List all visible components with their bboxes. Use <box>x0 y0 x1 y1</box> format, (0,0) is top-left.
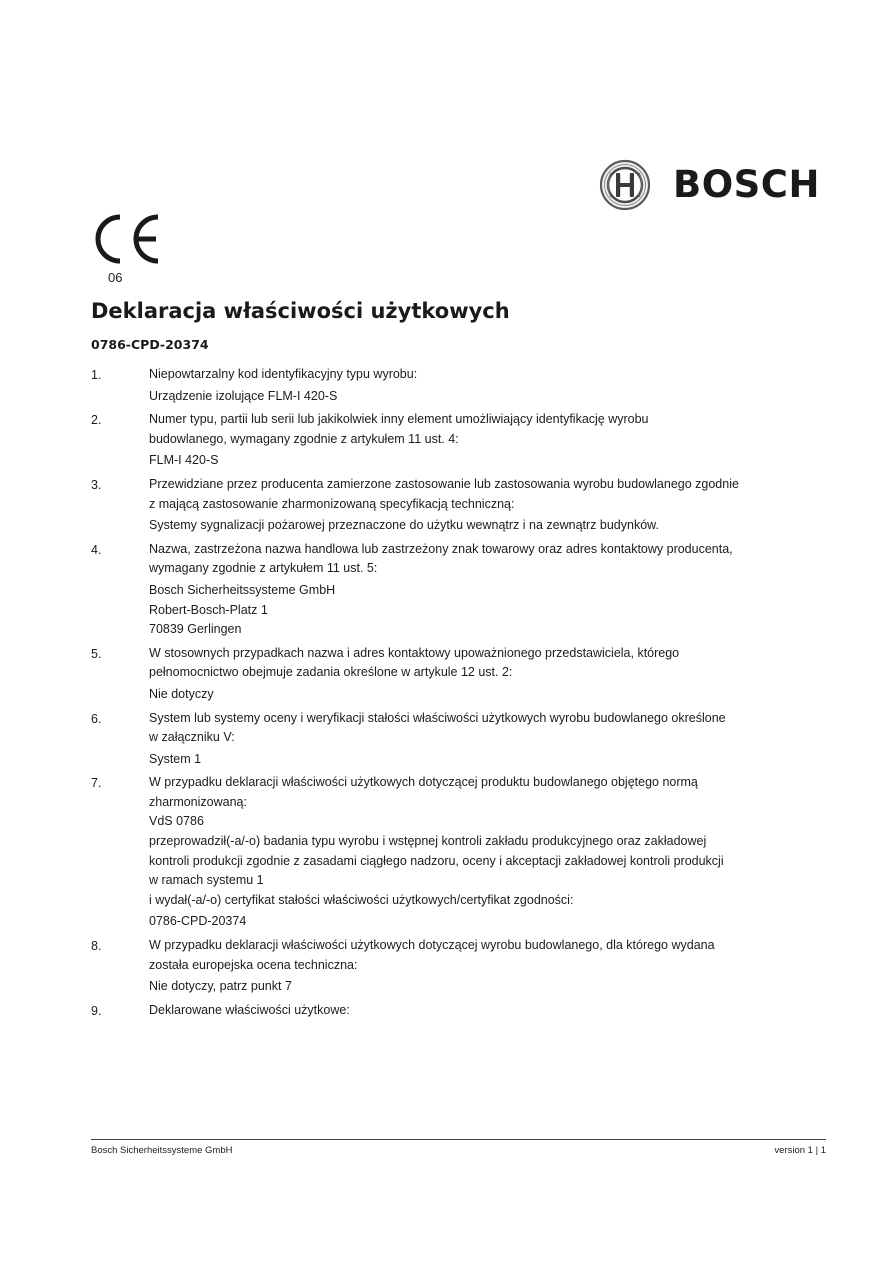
footer-company: Bosch Sicherheitssysteme GmbH <box>91 1145 233 1156</box>
question-line: przeprowadził(-a/-o) badania typu wyrobu i wstępnej kontroli zakładu produkcyjnego oraz zakładowej <box>149 834 707 849</box>
item-number: 2. <box>91 413 102 428</box>
item-question <box>149 365 831 385</box>
question-line: Niepowtarzalny kod identyfikacyjny typu wyrobu: <box>149 367 418 381</box>
item-answer <box>149 750 831 770</box>
question-line: kontroli produkcji zgodnie z zasadami ciągłego nadzoru, oceny i akceptacji zakładowej kontroli produkcji <box>149 853 724 868</box>
answer-line: Nie dotyczy <box>149 686 214 701</box>
list-item <box>91 475 831 536</box>
question-line: System lub systemy oceny i weryfikacji stałości właściwości użytkowych wyrobu budowlanego określone <box>149 710 726 725</box>
question-line: w ramach systemu 1 <box>149 873 264 888</box>
item-answer <box>149 516 831 536</box>
bosch-logo <box>599 159 820 211</box>
list-item <box>91 540 831 640</box>
answer-line: Nie dotyczy, patrz punkt 7 <box>149 979 292 994</box>
bosch-armature-icon <box>599 159 651 211</box>
brand-name: BOSCH <box>673 163 820 206</box>
item-question <box>149 709 831 748</box>
document-code: 0786-CPD-20374 <box>91 337 209 352</box>
item-answer <box>149 451 831 471</box>
item-answer <box>149 977 831 997</box>
answer-line: Bosch Sicherheitssysteme GmbH <box>149 582 336 597</box>
item-number: 3. <box>91 477 102 492</box>
item-question <box>149 773 831 910</box>
question-line: W przypadku deklaracji właściwości użytkowych dotyczącej wyrobu budowlanego, dla którego wydana <box>149 938 715 953</box>
question-line: zharmonizowaną: <box>149 794 247 809</box>
declaration-items <box>91 365 831 1024</box>
list-item <box>91 1001 831 1021</box>
question-line: VdS 0786 <box>149 814 204 829</box>
answer-line: System 1 <box>149 751 202 766</box>
answer-line: FLM-I 420-S <box>149 453 219 468</box>
ce-mark-icon <box>90 213 162 265</box>
question-line: Nazwa, zastrzeżona nazwa handlowa lub zastrzeżony znak towarowy oraz adres kontaktowy producenta, <box>149 541 733 556</box>
item-answer <box>149 581 831 640</box>
item-question <box>149 540 831 579</box>
item-answer <box>149 912 831 932</box>
question-line: W przypadku deklaracji właściwości użytkowych dotyczącej produktu budowlanego objętego normą <box>149 775 698 790</box>
question-line: pełnomocnictwo obejmuje zadania określone w artykule 12 ust. 2: <box>149 665 513 680</box>
answer-line: Systemy sygnalizacji pożarowej przeznaczone do użytku wewnątrz i na zewnątrz budynków. <box>149 518 659 533</box>
question-line: i wydał(-a/-o) certyfikat stałości właściwości użytkowych/certyfikat zgodności: <box>149 892 574 907</box>
answer-line: Urządzenie izolujące FLM-I 420-S <box>149 388 338 403</box>
question-line: została europejska ocena techniczna: <box>149 957 358 972</box>
footer-version: version 1 | 1 <box>774 1145 826 1156</box>
item-number: 6. <box>91 711 102 726</box>
answer-line: Robert-Bosch-Platz 1 <box>149 602 268 617</box>
ce-mark <box>90 213 162 265</box>
item-number: 7. <box>91 776 102 791</box>
question-line: w załączniku V: <box>149 730 235 745</box>
page-title: Deklaracja właściwości użytkowych <box>91 299 510 323</box>
item-number: 9. <box>91 1003 102 1018</box>
footer-divider <box>91 1139 826 1140</box>
answer-line: 0786-CPD-20374 <box>149 914 247 929</box>
item-question <box>149 1001 831 1021</box>
question-line: W stosownych przypadkach nazwa i adres kontaktowy upoważnionego przedstawiciela, którego <box>149 645 680 660</box>
item-number: 4. <box>91 542 102 557</box>
question-line: budowlanego, wymagany zgodnie z artykułem 11 ust. 4: <box>149 431 459 446</box>
item-question <box>149 644 831 683</box>
list-item <box>91 365 831 406</box>
answer-line: 70839 Gerlingen <box>149 622 242 637</box>
notified-body-number: 06 <box>108 270 123 285</box>
question-line: Numer typu, partii lub serii lub jakikolwiek inny element umożliwiający identyfikację wyrobu <box>149 412 649 427</box>
question-line: z mającą zastosowanie zharmonizowaną specyfikacją techniczną: <box>149 496 515 511</box>
list-item <box>91 709 831 770</box>
item-question <box>149 410 831 449</box>
list-item <box>91 936 831 997</box>
list-item <box>91 644 831 705</box>
item-number: 1. <box>91 368 102 382</box>
item-question <box>149 936 831 975</box>
item-number: 8. <box>91 939 102 954</box>
item-answer <box>149 387 831 407</box>
question-line: Deklarowane właściwości użytkowe: <box>149 1002 350 1017</box>
question-line: wymagany zgodnie z artykułem 11 ust. 5: <box>149 561 378 576</box>
list-item <box>91 410 831 471</box>
item-question <box>149 475 831 514</box>
list-item <box>91 773 831 932</box>
question-line: Przewidziane przez producenta zamierzone zastosowanie lub zastosowania wyrobu budowlanego zgodnie <box>149 476 739 491</box>
item-answer <box>149 685 831 705</box>
item-number: 5. <box>91 646 102 661</box>
